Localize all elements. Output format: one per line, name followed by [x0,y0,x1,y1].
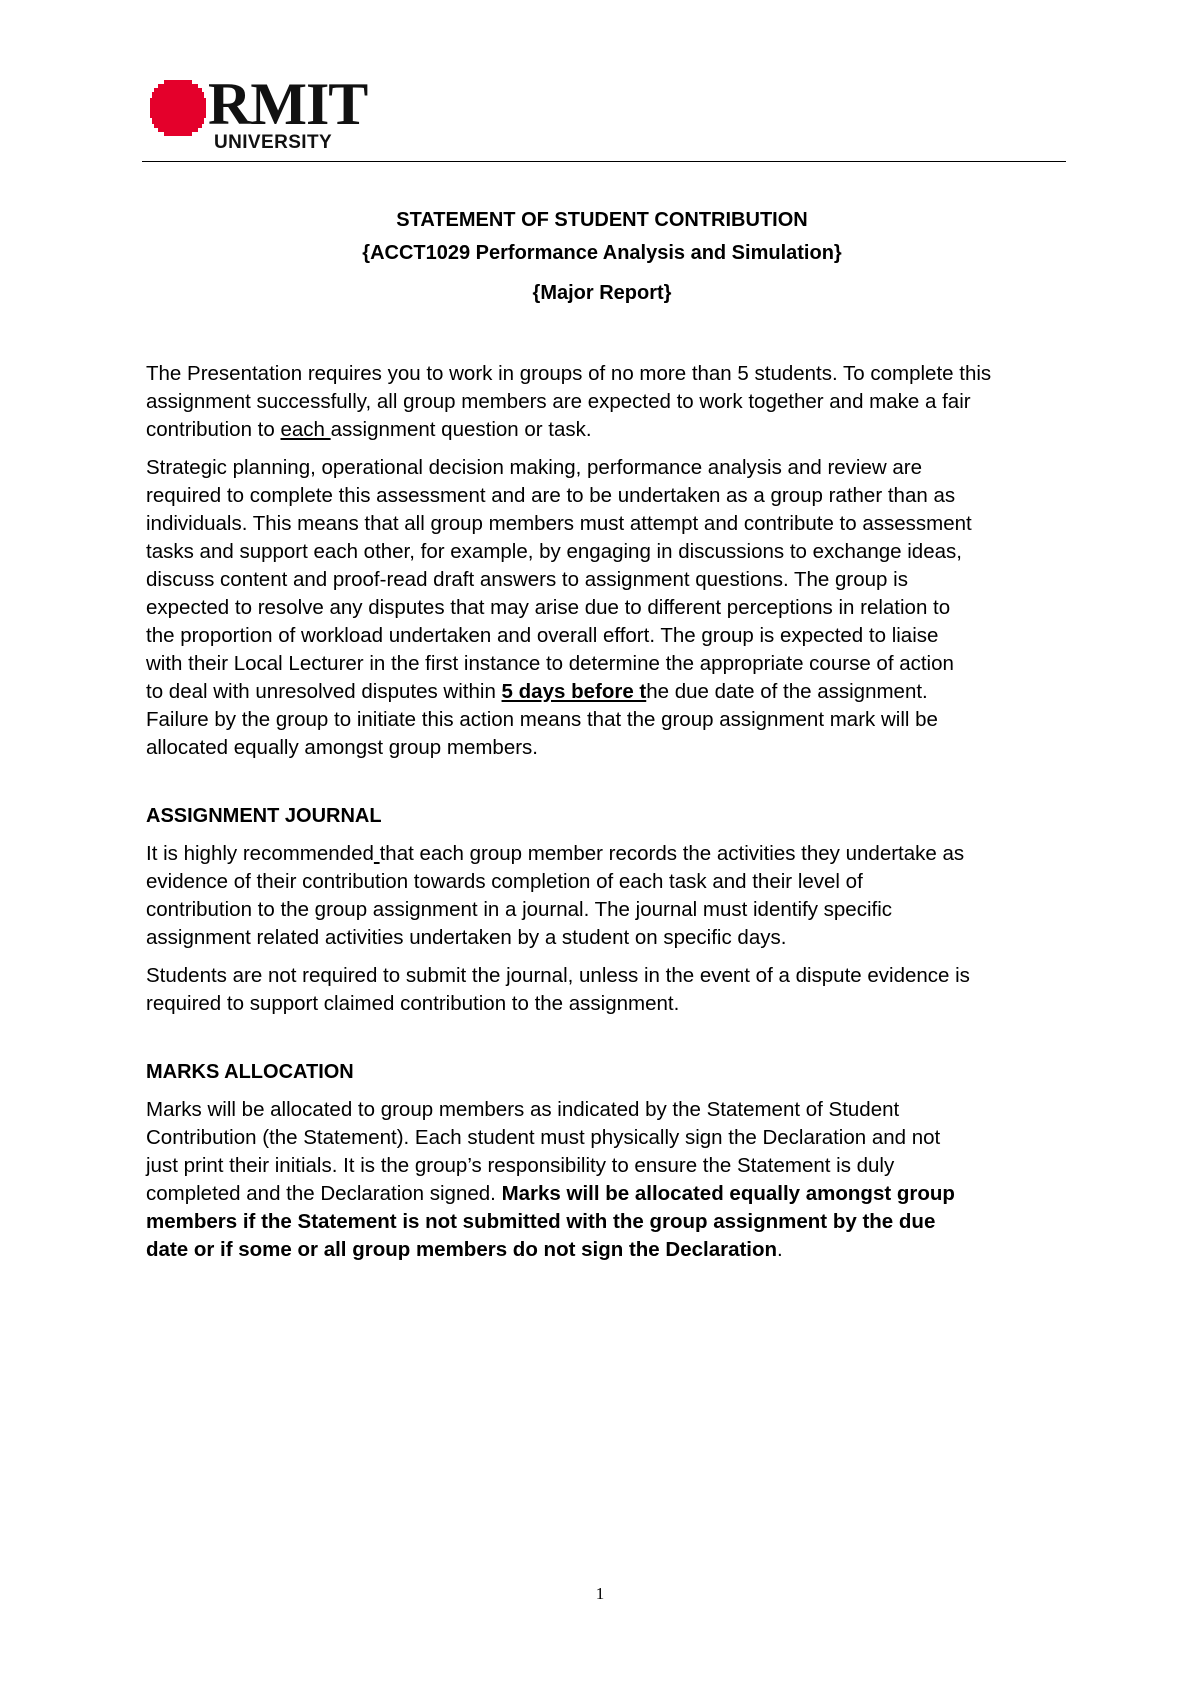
text-line: just print their initials. It is the group’s responsibility to ensure the Statement is duly [146,1154,895,1177]
title-report-line: {Major Report} [532,282,672,304]
rmit-logo [150,71,380,156]
text-line: Contribution (the Statement). Each student must physically sign the Declaration and not [146,1126,941,1149]
text-line: expected to resolve any disputes that may arise due to different perceptions in relation to [146,596,951,619]
text-run: It is highly recommended [146,842,374,865]
title-line-1: STATEMENT OF STUDENT CONTRIBUTION [396,209,808,231]
text-run: completed and the Declaration signed. [146,1182,502,1205]
section-heading-journal: ASSIGNMENT JOURNAL [146,805,382,827]
text-line: assignment successfully, all group members are expected to work together and make a fair [146,390,971,413]
text-line: Students are not required to submit the journal, unless in the event of a dispute evidence is [146,964,970,987]
text-line: allocated equally amongst group members. [146,736,538,759]
text-line: evidence of their contribution towards completion of each task and their level of [146,870,863,893]
text-line [146,1180,1066,1208]
header-divider [142,161,1066,162]
logo-subtitle: UNIVERSITY [214,132,333,153]
text-run: contribution to [146,418,281,441]
text-run: assignment question or task. [330,418,592,441]
text-run: that each group member records the activities they undertake as [379,842,965,865]
text-line: assignment related activities undertaken by a student on specific days. [146,926,787,949]
journal-paragraph-2 [146,962,1066,1018]
deadline-emphasis: 5 days before t [501,680,647,703]
text-run: he due date of the assignment. [646,680,928,703]
text-run: . [777,1238,783,1261]
text-line: discuss content and proof-read draft answers to assignment questions. The group is [146,568,908,591]
text-line: required to support claimed contribution to the assignment. [146,992,680,1015]
document-body [146,360,1066,1274]
text-line [146,1236,1066,1264]
text-line: with their Local Lecturer in the first instance to determine the appropriate course of action [146,652,954,675]
page-number: 1 [595,1584,605,1603]
logo-wordmark: RMIT [208,71,368,137]
text-line [146,416,1066,444]
intro-paragraph-1 [146,360,1066,444]
journal-paragraph-1 [146,840,1066,952]
title-course-line: {ACCT1029 Performance Analysis and Simulation} [362,242,842,264]
text-line [146,678,1066,706]
text-line: contribution to the group assignment in a journal. The journal must identify specific [146,898,893,921]
text-line: the proportion of workload undertaken and overall effort. The group is expected to liaise [146,624,939,647]
text-line: Failure by the group to initiate this action means that the group assignment mark will be [146,708,938,731]
text-line: tasks and support each other, for example, by engaging in discussions to exchange ideas, [146,540,962,563]
text-line [146,840,1066,868]
text-run: to deal with unresolved disputes within [146,680,502,703]
text-line: individuals. This means that all group members must attempt and contribute to assessment [146,512,972,535]
text-line: Strategic planning, operational decision making, performance analysis and review are [146,456,923,479]
document-title [142,206,1062,307]
marks-paragraph [146,1096,1066,1264]
rmit-pixel-logo-icon [150,80,206,136]
text-line: required to complete this assessment and are to be undertaken as a group rather than as [146,484,956,507]
text-line: Marks will be allocated to group members as indicated by the Statement of Student [146,1098,900,1121]
bold-text-line: members if the Statement is not submitted with the group assignment by the due [146,1210,936,1233]
bold-text: date or if some or all group members do not sign the Declaration [146,1238,778,1261]
intro-paragraph-2 [146,454,1066,762]
section-heading-marks: MARKS ALLOCATION [146,1061,354,1083]
bold-text: Marks will be allocated equally amongst group [501,1182,955,1205]
underlined-text: each [280,418,331,441]
text-line: The Presentation requires you to work in groups of no more than 5 students. To complete this [146,362,992,385]
